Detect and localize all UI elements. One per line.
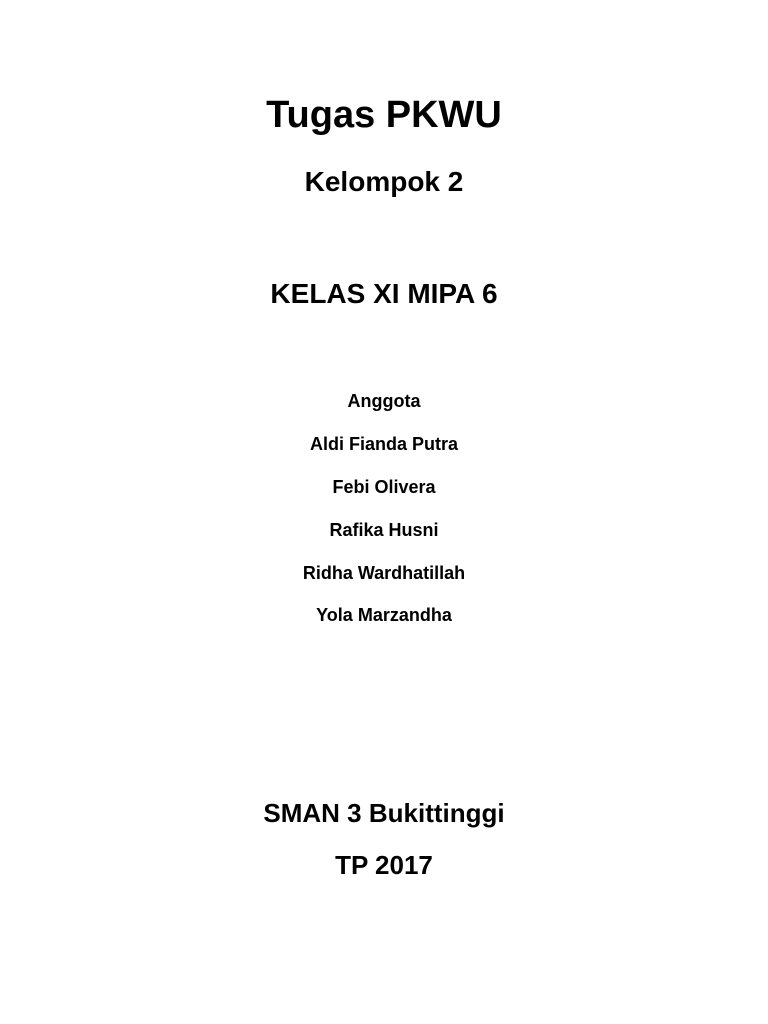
class-label: KELAS XI MIPA 6	[270, 278, 498, 309]
member-name: Ridha Wardhatillah	[302, 563, 466, 583]
academic-year: TP 2017	[335, 850, 433, 880]
member-name: Febi Olivera	[332, 477, 436, 497]
school-name: SMAN 3 Bukittinggi	[263, 798, 505, 828]
document-title: Tugas PKWU	[266, 94, 502, 136]
members-heading: Anggota	[347, 391, 421, 411]
member-name: Rafika Husni	[329, 520, 439, 540]
group-label: Kelompok 2	[304, 166, 464, 197]
member-name: Aldi Fianda Putra	[309, 434, 459, 454]
member-name: Yola Marzandha	[316, 605, 452, 625]
